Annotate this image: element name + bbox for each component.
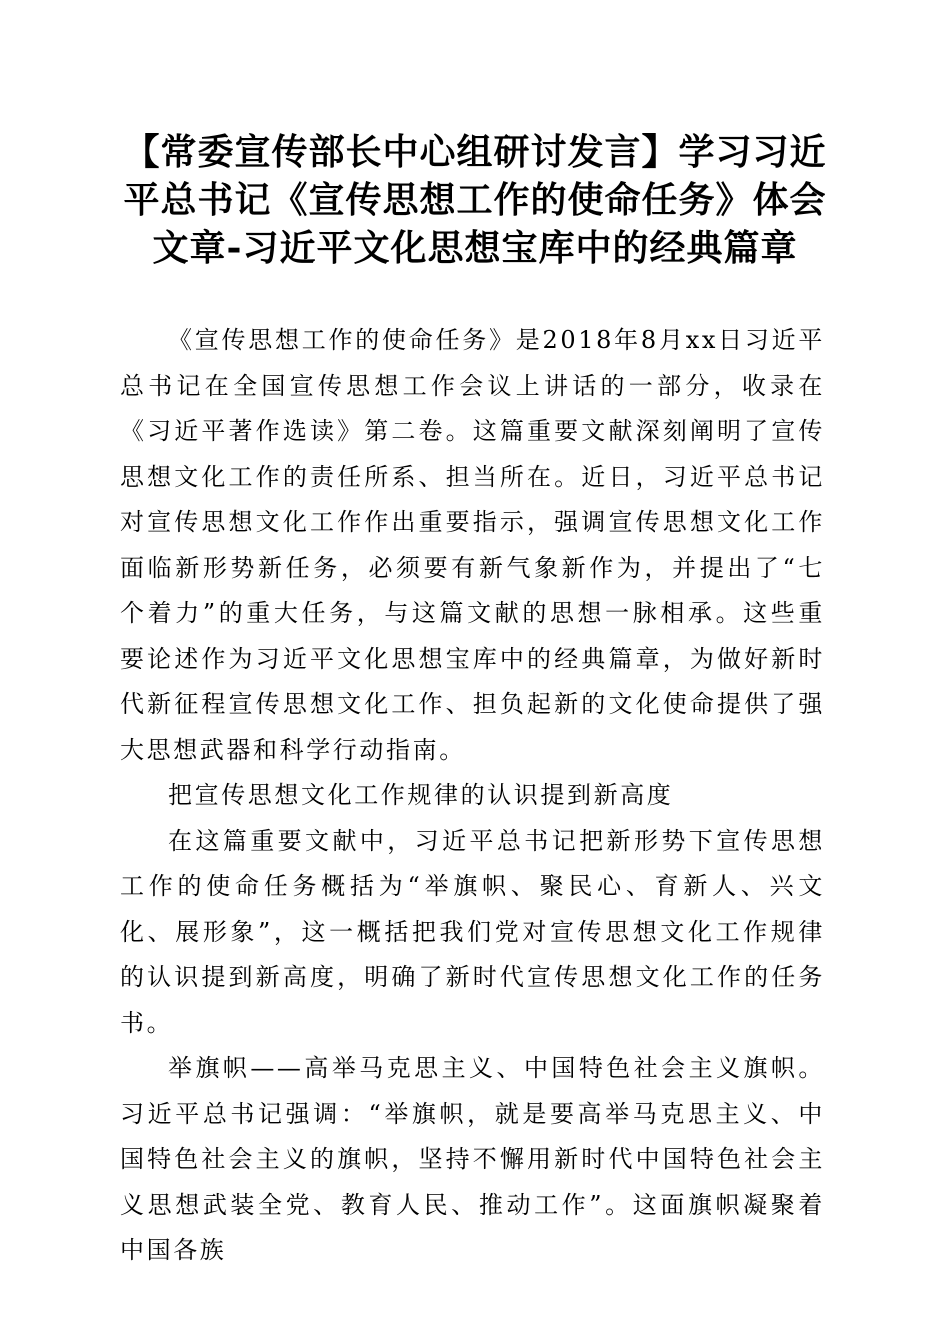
document-title: 【常委宣传部长中心组研讨发言】学习习近平总书记《宣传思想工作的使命任务》体会文章-习近平文化思想宝库中的经典篇章 [123, 131, 827, 269]
section-heading: 把宣传思想文化工作规律的认识提到新高度 [168, 781, 674, 809]
paragraph-mission: 在这篇重要文献中，习近平总书记把新形势下宣传思想工作的使命任务概括为“举旗帜、聚民心、育新人、兴文化、展形象”，这一概括把我们党对宣传思想文化工作规律的认识提到新高度，明确了新时代宣传思想文化工作的任务书。 [120, 826, 825, 1037]
paragraph-raise-banner: 举旗帜——高举马克思主义、中国特色社会主义旗帜。习近平总书记强调：“举旗帜，就是要高举马克思主义、中国特色社会主义的旗帜，坚持不懈用新时代中国特色社会主义思想武装全党、教育人民、推动工作”。这面旗帜凝聚着中国各族 [120, 1054, 825, 1264]
document-body [120, 318, 825, 1274]
paragraph-intro: 《宣传思想工作的使命任务》是2018年8月xx日习近平总书记在全国宣传思想工作会议上讲话的一部分，收录在《习近平著作选读》第二卷。这篇重要文献深刻阐明了宣传思想文化工作的责任所系、担当所在。近日，习近平总书记对宣传思想文化工作作出重要指示，强调宣传思想文化工作面临新形势新任务，必须要有新气象新作为，并提出了“七个着力”的重大任务，与这篇文献的思想一脉相承。这些重要论述作为习近平文化思想宝库中的经典篇章，为做好新时代新征程宣传思想文化工作、担负起新的文化使命提供了强大思想武器和科学行动指南。 [120, 326, 825, 764]
